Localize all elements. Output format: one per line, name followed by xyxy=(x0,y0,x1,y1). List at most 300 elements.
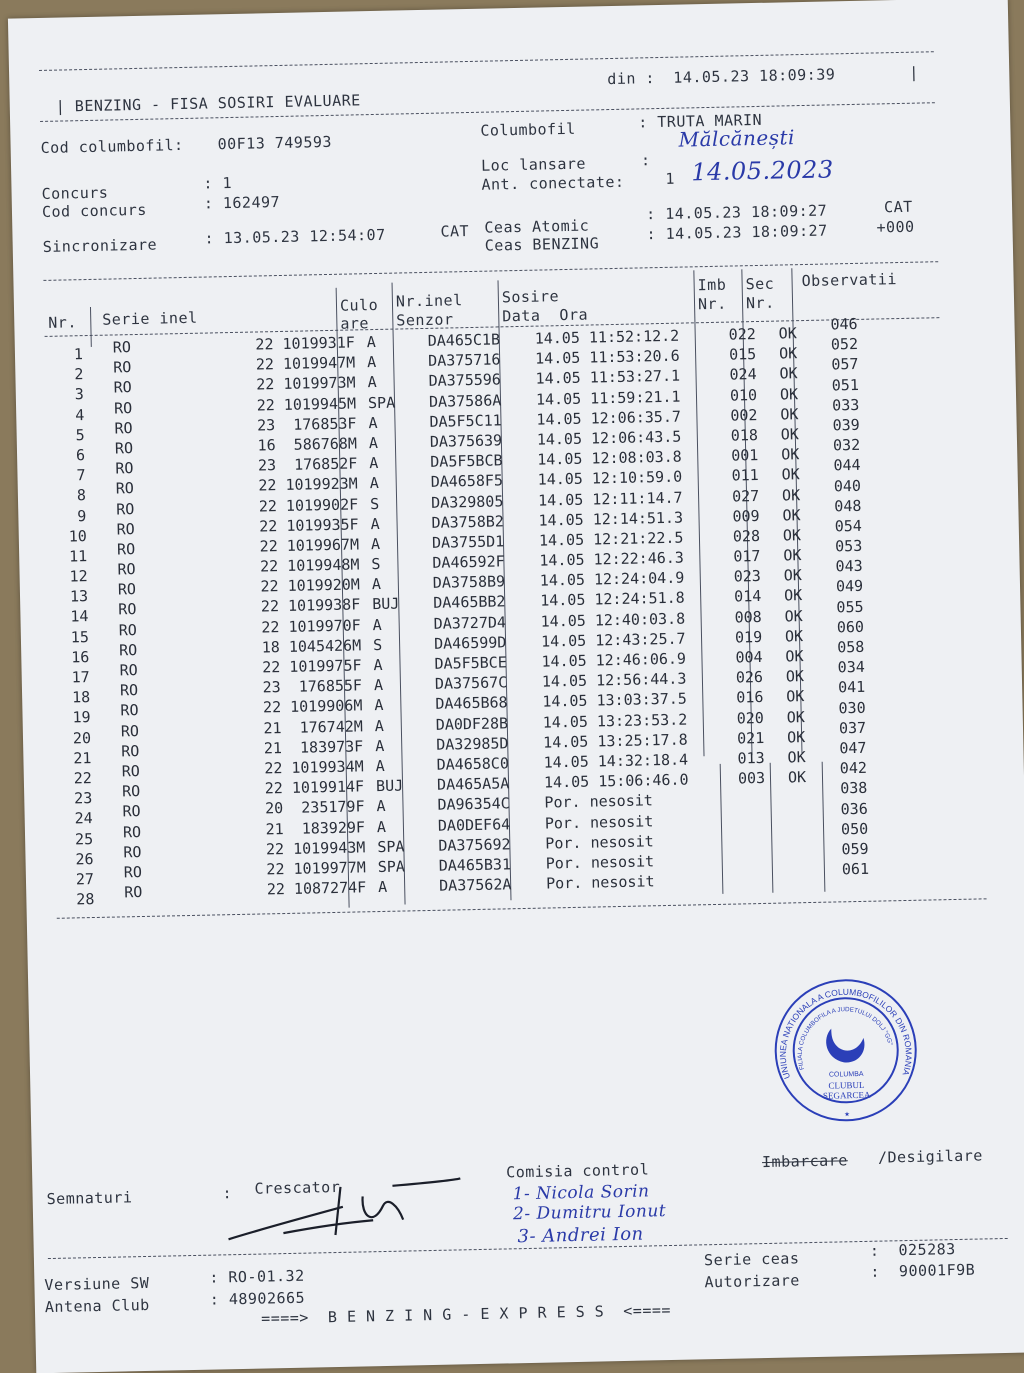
row-observation: 057 xyxy=(831,355,859,374)
row-number: 27 xyxy=(75,869,95,889)
row-country: RO xyxy=(112,338,132,357)
row-sensor: DA375716 xyxy=(427,350,501,371)
row-sec-nr: OK xyxy=(786,707,805,727)
comisia-control-label: Comisia control xyxy=(506,1160,650,1182)
row-color: S xyxy=(372,635,383,654)
row-color: A xyxy=(376,797,386,816)
row-arrival: Por. nesosit xyxy=(544,811,654,833)
row-ring-series: 21 176742M xyxy=(263,716,363,737)
row-arrival: 14.05 12:06:43.5 xyxy=(536,427,682,449)
row-arrival: Por. nesosit xyxy=(544,791,654,812)
row-color: A xyxy=(373,655,383,675)
columbofil-value: : TRUTA MARIN xyxy=(638,110,763,132)
row-ring-series: 22 1019945M xyxy=(256,393,357,415)
row-imb-nr: 023 xyxy=(733,567,762,586)
imbarcare-label: Imbarcare xyxy=(761,1151,848,1172)
col-header-sosire-2: Data Ora xyxy=(502,305,589,326)
row-arrival: 14.05 12:46:06.9 xyxy=(541,649,687,671)
row-color: A xyxy=(367,353,377,372)
row-sensor: DA46592F xyxy=(432,552,505,572)
row-country: RO xyxy=(115,479,135,498)
row-sensor: DA5F5C11 xyxy=(429,411,502,431)
row-sensor: DA465C1B xyxy=(427,330,501,350)
row-number: 24 xyxy=(74,809,93,828)
row-color: SPA xyxy=(377,837,405,856)
row-sec-nr: OK xyxy=(778,324,797,343)
row-number: 17 xyxy=(71,668,90,687)
row-color: A xyxy=(370,534,381,554)
row-imb-nr: 026 xyxy=(735,668,764,687)
row-color: A xyxy=(370,514,380,533)
row-arrival: 14.05 12:21:22.5 xyxy=(538,528,684,550)
row-ring-series: 22 1019938F xyxy=(260,595,361,616)
row-sec-nr: OK xyxy=(786,687,805,706)
row-number: 23 xyxy=(74,789,93,808)
row-ring-series: 23 176855F xyxy=(262,676,363,697)
row-sensor: DA46599D xyxy=(433,633,507,653)
row-number: 13 xyxy=(69,587,89,606)
row-number: 9 xyxy=(77,506,87,525)
row-sensor: DA375692 xyxy=(438,834,511,855)
cod-columbofil-value: 00F13 749593 xyxy=(217,132,333,154)
row-country: RO xyxy=(121,782,141,801)
grower-signature xyxy=(222,1174,463,1249)
stamp-outer-text: UNIUNEA NATIONALA A COLUMBOFILILOR DIN ROMANIA xyxy=(777,986,914,1081)
row-color: A xyxy=(368,413,378,432)
row-arrival: 14.05 11:53:20.6 xyxy=(534,346,680,368)
row-number: 18 xyxy=(71,688,91,707)
row-color: S xyxy=(369,494,380,513)
cod-columbofil-label: Cod columbofil: xyxy=(40,135,184,157)
row-observation: 048 xyxy=(834,496,862,516)
row-arrival: 14.05 11:59:21.1 xyxy=(535,387,681,409)
row-color: BUJ xyxy=(375,776,404,796)
row-observation: 055 xyxy=(836,597,864,617)
row-country: RO xyxy=(119,681,139,700)
row-observation: 039 xyxy=(832,415,860,435)
row-ring-series: 22 1019975F xyxy=(262,656,362,677)
row-imb-nr: 011 xyxy=(731,466,759,485)
loc-lansare-label: Loc lansare xyxy=(480,154,587,175)
dove-icon xyxy=(826,1028,865,1063)
row-sensor: DA4658C0 xyxy=(436,754,510,774)
row-color: S xyxy=(371,555,381,574)
row-number: 25 xyxy=(74,829,94,848)
row-color: A xyxy=(374,696,384,715)
row-country: RO xyxy=(113,398,133,418)
row-arrival: 14.05 12:10:59.0 xyxy=(537,467,683,489)
row-sensor: DA465B31 xyxy=(438,855,512,875)
row-sec-nr: OK xyxy=(782,526,802,545)
row-sensor: DA4658F5 xyxy=(430,471,504,492)
row-ring-series: 22 1019970F xyxy=(261,615,361,637)
autorizare-label: Autorizare xyxy=(704,1271,801,1292)
row-observation: 060 xyxy=(836,617,865,637)
stamp-club-line-2: SEGARCEA xyxy=(822,1089,871,1101)
row-country: RO xyxy=(123,842,142,862)
row-arrival: 14.05 11:52:12.2 xyxy=(534,326,680,348)
row-arrival: 14.05 12:06:35.7 xyxy=(536,407,682,429)
row-country: RO xyxy=(118,640,138,660)
stamp-club-line-1: CLUBUL xyxy=(828,1079,865,1091)
row-color: A xyxy=(369,474,379,493)
row-color: A xyxy=(378,877,388,897)
row-imb-nr: 024 xyxy=(729,365,757,384)
semnaturi-label: Semnaturi xyxy=(46,1188,133,1209)
row-sec-nr: OK xyxy=(779,364,798,383)
row-observation: 041 xyxy=(837,678,866,697)
row-sensor: DA465B68 xyxy=(435,693,508,714)
cod-concurs-value: : 162497 xyxy=(203,192,281,213)
col-header-senzor-2: Senzor xyxy=(396,310,454,330)
stamp-inner-text: FILIALA COLUMBOFILA A JUDETULUI DOLJ "GG" xyxy=(796,1006,894,1071)
row-sensor: DA3758B2 xyxy=(431,512,504,532)
row-observation: 042 xyxy=(839,758,868,778)
din-label: din : xyxy=(607,69,656,89)
signature-2: 2- Dumitru Ionut xyxy=(512,1201,667,1225)
row-number: 16 xyxy=(71,647,90,667)
row-country: RO xyxy=(118,620,137,640)
row-arrival: 14.05 14:32:18.4 xyxy=(543,750,689,772)
row-sensor: DA375596 xyxy=(428,370,502,391)
row-observation: 037 xyxy=(838,718,867,738)
row-number: 8 xyxy=(76,486,87,505)
row-number: 7 xyxy=(76,466,86,485)
row-country: RO xyxy=(123,862,143,882)
row-sec-nr: OK xyxy=(780,425,800,444)
row-arrival: 14.05 12:56:44.3 xyxy=(541,669,687,691)
sincronizare-label: Sincronizare xyxy=(42,235,158,256)
row-country: RO xyxy=(124,883,143,902)
row-sec-nr: OK xyxy=(787,748,806,767)
row-observation: 040 xyxy=(833,476,862,495)
row-imb-nr: 013 xyxy=(737,748,765,768)
row-country: RO xyxy=(122,822,142,841)
row-sensor: DA5F5BCE xyxy=(434,653,507,673)
row-country: RO xyxy=(120,701,139,720)
semnaturi-colon: : xyxy=(222,1184,233,1203)
ceas-atomic-tz: CAT xyxy=(883,197,913,217)
row-observation: 032 xyxy=(832,435,861,455)
row-ring-series: 22 1019967M xyxy=(259,535,360,556)
row-ring-series: 22 1019931F xyxy=(255,333,355,354)
row-sensor: DA3727D4 xyxy=(433,612,507,633)
row-observation: 030 xyxy=(838,698,866,717)
row-sec-nr: OK xyxy=(781,485,801,505)
row-ring-series: 18 1045426M xyxy=(261,636,362,657)
row-imb-nr: 016 xyxy=(736,688,764,707)
columbofil-label: Columbofil xyxy=(480,119,576,140)
row-sensor: DA465A5A xyxy=(436,774,510,794)
row-imb-nr: 019 xyxy=(734,627,763,647)
col-header-imb-2: Nr. xyxy=(697,294,727,314)
row-sensor: DA375639 xyxy=(429,431,503,451)
row-number: 4 xyxy=(75,405,85,424)
col-header-culoare-1: Culo xyxy=(339,295,379,315)
row-sensor: DA37562A xyxy=(438,875,512,895)
row-imb-nr: 018 xyxy=(730,425,759,445)
row-sensor: DA0DF28B xyxy=(435,713,509,734)
row-sensor: DA37567C xyxy=(434,673,508,694)
benzing-express-banner: ====> B E N Z I N G - E X P R E S S <==== xyxy=(261,1301,672,1328)
row-country: RO xyxy=(122,802,141,821)
row-color: A xyxy=(373,676,384,695)
row-country: RO xyxy=(120,721,140,740)
row-imb-nr: 002 xyxy=(730,405,758,425)
row-sec-nr: OK xyxy=(784,626,804,646)
row-ring-series: 22 1019906M xyxy=(262,696,363,717)
col-header-sec-2: Nr. xyxy=(745,293,775,313)
row-number: 1 xyxy=(73,345,84,364)
row-color: A xyxy=(369,454,379,473)
col-header-observatii: Observatii xyxy=(801,270,898,291)
row-country: RO xyxy=(113,378,132,397)
row-sensor: DA3755D1 xyxy=(431,532,505,552)
row-ring-series: 21 183929F xyxy=(265,817,366,838)
row-number: 26 xyxy=(75,849,94,869)
row-observation: 038 xyxy=(840,779,868,798)
signature-1: 1- Nicola Sorin xyxy=(512,1181,650,1205)
row-country: RO xyxy=(116,539,136,559)
row-sensor: DA0DEF64 xyxy=(437,814,511,835)
row-ring-series: 20 235179F xyxy=(264,797,365,818)
row-color: SPA xyxy=(377,857,406,876)
ceas-atomic-value: : 14.05.23 18:09:27 xyxy=(645,201,828,224)
row-arrival: 14.05 13:03:37.5 xyxy=(542,689,688,711)
stamp-outer-ring xyxy=(774,979,917,1122)
row-color: A xyxy=(374,716,385,735)
row-sec-nr: OK xyxy=(778,344,798,363)
row-observation: 047 xyxy=(839,738,867,758)
row-arrival: Por. nesosit xyxy=(545,852,655,873)
row-imb-nr: 028 xyxy=(732,526,761,546)
row-country: RO xyxy=(115,459,134,478)
loc-lansare-value: : xyxy=(640,151,651,170)
row-sec-nr: OK xyxy=(784,606,803,626)
row-country: RO xyxy=(117,560,136,579)
row-imb-nr: 003 xyxy=(737,769,766,788)
row-arrival: Por. nesosit xyxy=(545,831,654,853)
loc-handwritten: Mălcănești xyxy=(678,125,796,152)
row-arrival: 14.05 12:14:51.3 xyxy=(538,508,684,530)
row-imb-nr: 021 xyxy=(736,728,765,748)
row-sec-nr: OK xyxy=(785,667,805,686)
row-sec-nr: OK xyxy=(783,546,802,565)
row-country: RO xyxy=(117,580,137,599)
evaluation-sheet: | BENZING - FISA SOSIRI EVALUARE din : 14.05.23 18:09:39 | Cod columbofil: 00F13 749593 Columbofil : TRUTA MARIN Mălcănești Loc lansare : Ant. conectate: 1 14.05.2023 Concurs : 1 Cod concurs : 162497 Sincronizare : 13.05.23 12:54:07 CAT Ceas Atomic : 14.05.23 18:09:27 CAT Ceas BENZING : 14.05.23 18:09:27 +000 Nr. Serie inel Culo are Nr.inel Senzor Sosire Data Ora Imb Nr. Sec Nr. Observatii 1 RO 22 1019931F A DA465C1B 14.05 11:52:12.2 022 OK 046 2 RO 22 1019947M A DA375716 14.05 11:53:20.6 015 OK 052 3 RO 22 1019973M A DA375596 14.05 11:53:27.1 024 OK 057 4 RO 22 1019945M SPA DA37586A 14.05 11:59:21.1 010 OK 051 5 RO 23 176853F A DA5F5C11 14.05 12:06:35.7 002 OK 033 6 RO 16 586768M A DA375639 14.05 12:06:43.5 018 OK 039 7 RO 23 176852F A DA5F5BCB 14.05 12:08:03.8 001 OK 032 8 RO 22 1019923M A DA4658F5 14.05 12:10:59.0 011 OK 044 9 RO 22 1019902F S DA329805 14.05 12:11:14.7 027 OK 040 10 RO 22 1019935F A DA3758B2 14.05 12:14:51.3 009 OK 048 11 RO 22 1019967M A DA3755D1 14.05 12:21:22.5 028 OK 054 12 RO 22 1019948M S DA46592F 14.05 12:22:46.3 017 OK 053 13 RO 22 1019920M A DA3758B9 14.05 12:24:04.9 023 OK 043 14 RO 22 1019938F BUJ DA465BB2 14.05 12:24:51.8 014 OK 049 15 RO 22 1019970F A DA3727D4 14.05 12:40:03.8 008 OK 055 16 RO 18 1045426M S DA46599D 14.05 12:43:25.7 019 OK 060 17 RO 22 1019975F A DA5F5BCE 14.05 12:46:06.9 004 OK 058 18 RO 23 176855F A DA37567C 14.05 12:56:44.3 026 OK 034 19 RO 22 1019906M A DA465B68 14.05 13:03:37.5 016 OK 041 20 RO 21 176742M A DA0DF28B 14.05 13:23:53.2 020 OK 030 21 RO 21 183973F A DA32985D 14.05 13:25:17.8 021 OK 037 22 RO 22 1019934M A DA4658C0 14.05 14:32:18.4 013 OK 047 23 RO 22 1019914F BUJ DA465A5A 14.05 15:06:46.0 003 OK 042 24 RO 20 235179F A DA96354C Por. nesosit 038 25 RO 21 183929F A DA0DEF64 Por. nesosit 036 26 RO 22 1019943M SPA DA375692 Por. nesosit 050 27 RO 22 1019977M SPA DA465B31 Por. nesosit 059 28 RO 22 1087274F A DA37562A Por. nesosit 061 UNIUNEA NATIONALA A COLUMBOFILILOR DIN ROMANIA FILIALA COLUMBOFILA A JUDETULUI DOLJ "GG" COLUMBA CLUBUL SEGARCEA ★ Semnaturi : Crescator Comisia control Imbarcare /Desigilare 1- Nicola Sorin 2- Dumitru Ionut 3- Andrei Ion Versiune SW : RO-01.32 Antena Club : 48902665 Serie ceas : 025283 Autorizare : 90001F9B ====> B E N Z I N G - E X P R E S S <==== xyxy=(8,0,1024,1373)
row-imb-nr: 001 xyxy=(731,446,759,465)
row-sensor: DA3758B9 xyxy=(432,572,506,593)
row-observation: 044 xyxy=(833,456,861,475)
row-imb-nr: 014 xyxy=(734,587,762,606)
row-arrival: 14.05 12:24:51.8 xyxy=(540,589,685,611)
col-header-sec-1: Sec xyxy=(745,274,775,294)
antena-club-value: : 48902665 xyxy=(209,1288,306,1309)
cod-concurs-label: Cod concurs xyxy=(41,200,147,221)
row-imb-nr: 008 xyxy=(734,607,762,627)
autorizare-value: : 90001F9B xyxy=(870,1260,976,1281)
signature-3: 3- Andrei Ion xyxy=(517,1223,644,1248)
row-arrival: 14.05 12:08:03.8 xyxy=(537,447,682,469)
row-sec-nr: OK xyxy=(781,465,800,484)
row-arrival: 14.05 13:25:17.8 xyxy=(543,730,688,752)
star-icon: ★ xyxy=(844,1109,850,1120)
row-sec-nr: OK xyxy=(783,566,803,585)
row-ring-series: 21 183973F xyxy=(263,737,364,758)
row-ring-series: 22 1087274F xyxy=(266,878,367,899)
row-imb-nr: 004 xyxy=(735,647,763,667)
row-observation: 058 xyxy=(837,637,865,657)
row-color: A xyxy=(372,615,382,634)
row-sec-nr: OK xyxy=(779,384,799,404)
row-ring-series: 22 1019948M xyxy=(259,555,360,576)
ceas-benzing-label: Ceas BENZING xyxy=(484,234,600,255)
row-number: 15 xyxy=(70,627,90,647)
row-ring-series: 22 1019973M xyxy=(256,373,356,394)
row-color: A xyxy=(367,373,377,392)
col-header-imb-1: Imb xyxy=(697,275,727,295)
row-imb-nr: 022 xyxy=(728,325,756,344)
date-handwritten: 14.05.2023 xyxy=(690,155,834,187)
row-color: A xyxy=(366,332,376,352)
concurs-value: : 1 xyxy=(203,173,233,193)
row-color: A xyxy=(371,575,382,594)
concurs-label: Concurs xyxy=(41,183,109,203)
row-number: 2 xyxy=(74,365,84,384)
row-country: RO xyxy=(116,519,135,539)
row-ring-series: 23 176852F xyxy=(257,454,358,475)
row-number: 12 xyxy=(69,567,88,586)
row-arrival: 14.05 11:53:27.1 xyxy=(535,366,681,389)
row-sec-nr: OK xyxy=(783,586,803,605)
row-observation: 051 xyxy=(831,375,860,395)
desigilare-label: /Desigilare xyxy=(877,1146,983,1167)
row-ring-series: 22 1019943M xyxy=(265,838,366,859)
row-observation: 052 xyxy=(830,335,859,354)
row-observation: 049 xyxy=(835,577,864,596)
row-country: RO xyxy=(118,600,137,619)
club-stamp xyxy=(770,975,921,1126)
row-imb-nr: 027 xyxy=(731,486,760,506)
row-ring-series: 16 586768M xyxy=(257,434,358,455)
row-imb-nr: 009 xyxy=(732,506,760,526)
row-sensor: DA37586A xyxy=(428,390,502,411)
row-color: A xyxy=(376,817,387,836)
row-imb-nr: 010 xyxy=(729,385,758,405)
row-number: 3 xyxy=(74,385,84,404)
row-sec-nr: OK xyxy=(785,647,804,666)
sincronizare-value: : 13.05.23 12:54:07 xyxy=(204,225,386,248)
row-sec-nr: OK xyxy=(781,445,800,464)
row-sensor: DA96354C xyxy=(437,794,510,815)
row-country: RO xyxy=(114,418,133,438)
row-ring-series: 22 1019923M xyxy=(258,474,358,495)
row-ring-series: 22 1019977M xyxy=(266,858,366,879)
row-color: SPA xyxy=(367,393,396,412)
row-number: 11 xyxy=(68,546,88,566)
din-value: 14.05.23 18:09:39 xyxy=(673,65,836,87)
row-country: RO xyxy=(119,661,138,680)
row-ring-series: 22 1019914F xyxy=(264,777,365,798)
row-number: 22 xyxy=(73,768,93,788)
col-header-nr: Nr. xyxy=(48,313,78,332)
row-observation: 034 xyxy=(837,658,865,677)
row-sec-nr: OK xyxy=(782,505,801,525)
row-observation: 059 xyxy=(841,839,869,859)
ceas-benzing-tz: +000 xyxy=(876,217,915,237)
row-country: RO xyxy=(114,439,134,458)
crescator-label: Crescator xyxy=(254,1177,341,1198)
row-country: RO xyxy=(113,358,132,377)
row-number: 20 xyxy=(72,728,92,747)
row-sensor: DA32985D xyxy=(436,734,509,754)
row-sensor: DA465BB2 xyxy=(433,592,506,613)
row-imb-nr: 015 xyxy=(728,345,757,364)
row-sensor: DA329805 xyxy=(430,491,504,512)
row-number: 10 xyxy=(68,526,87,546)
row-number: 21 xyxy=(73,748,92,768)
row-color: A xyxy=(368,433,379,453)
row-arrival: 14.05 12:22:46.3 xyxy=(539,548,685,570)
ceas-atomic-label: Ceas Atomic xyxy=(484,216,590,237)
row-imb-nr: 020 xyxy=(736,708,765,728)
ant-conectate-value: 1 xyxy=(665,169,676,188)
row-arrival: 14.05 12:24:04.9 xyxy=(539,568,685,590)
row-arrival: 14.05 15:06:46.0 xyxy=(543,770,689,792)
row-country: RO xyxy=(121,761,140,781)
row-arrival: 14.05 12:11:14.7 xyxy=(537,488,683,510)
row-number: 19 xyxy=(72,708,91,727)
col-header-senzor-1: Nr.inel xyxy=(395,291,463,311)
col-header-culoare-2: are xyxy=(340,314,370,333)
row-arrival: 14.05 13:23:53.2 xyxy=(542,710,688,732)
antena-club-label: Antena Club xyxy=(44,1295,150,1317)
row-sensor: DA5F5BCB xyxy=(430,451,503,471)
row-observation: 046 xyxy=(830,314,858,334)
row-observation: 054 xyxy=(834,516,863,536)
ant-conectate-label: Ant. conectate: xyxy=(481,172,625,194)
row-number: 5 xyxy=(75,425,85,445)
row-color: A xyxy=(375,756,385,776)
serie-ceas-value: : 025283 xyxy=(869,1240,956,1260)
row-country: RO xyxy=(121,741,140,761)
row-number: 28 xyxy=(76,890,95,909)
row-observation: 053 xyxy=(834,536,863,556)
row-observation: 033 xyxy=(832,395,860,415)
row-color: BUJ xyxy=(372,594,400,614)
row-observation: 036 xyxy=(840,799,868,818)
serie-ceas-label: Serie ceas xyxy=(703,1249,800,1270)
row-ring-series: 22 1019934M xyxy=(264,757,364,778)
row-country: RO xyxy=(116,499,135,518)
row-ring-series: 22 1019935F xyxy=(259,515,359,536)
col-header-serie: Serie inel xyxy=(102,308,198,329)
row-sec-nr: OK xyxy=(780,404,799,424)
versiune-sw-label: Versiune SW xyxy=(44,1273,150,1295)
row-number: 6 xyxy=(75,446,86,465)
stamp-brand: COLUMBA xyxy=(828,1070,864,1079)
row-arrival: 14.05 12:43:25.7 xyxy=(540,629,686,651)
row-observation: 050 xyxy=(840,819,869,839)
row-number: 14 xyxy=(70,607,89,626)
row-color: A xyxy=(375,736,385,755)
row-observation: 043 xyxy=(835,557,863,576)
row-ring-series: 22 1019902F xyxy=(258,494,359,515)
row-ring-series: 22 1019920M xyxy=(260,575,361,596)
sincronizare-tz: CAT xyxy=(440,222,470,241)
row-sec-nr: OK xyxy=(786,727,806,747)
versiune-sw-value: : RO-01.32 xyxy=(209,1266,305,1287)
